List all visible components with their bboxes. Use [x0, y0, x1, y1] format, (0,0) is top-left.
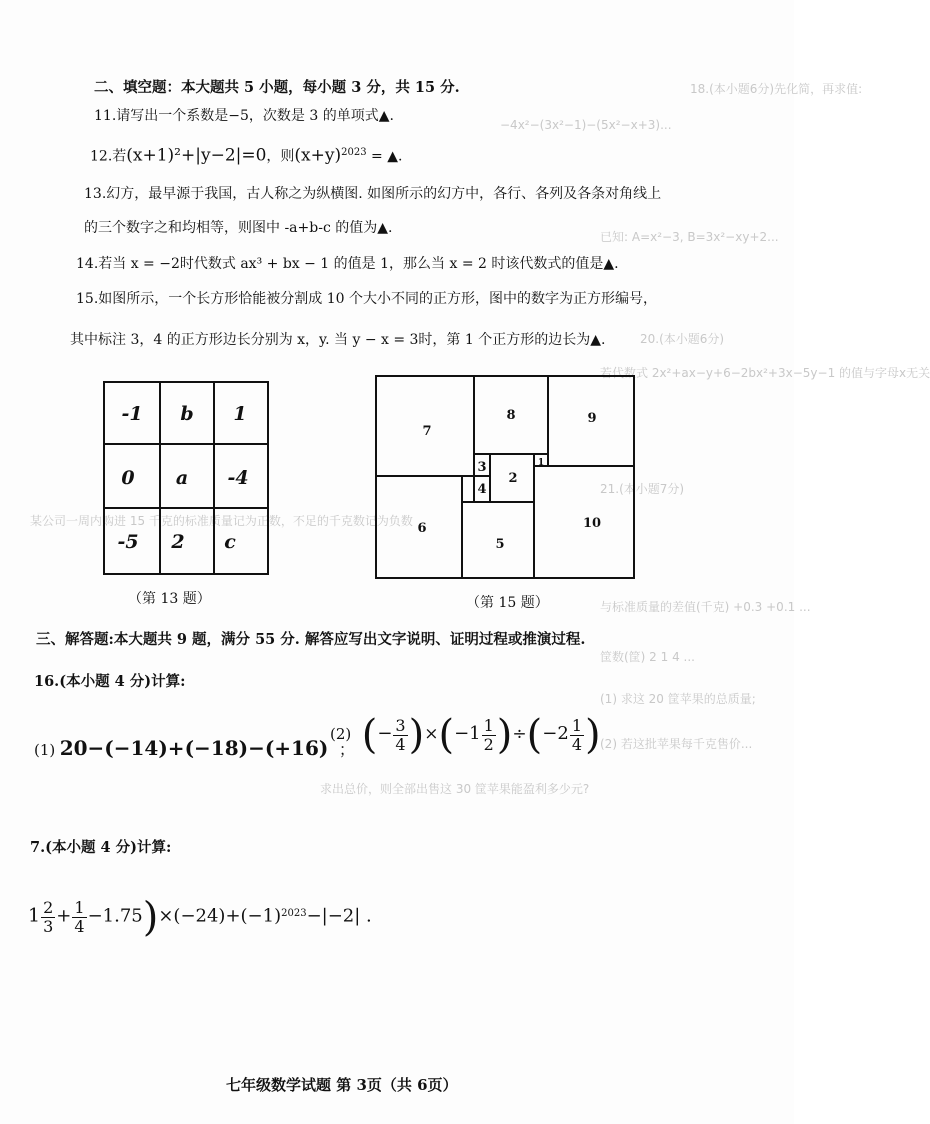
page-footer: 七年级数学试题 第 3页（共 6页）: [226, 1076, 458, 1094]
bleed-through-text: (1) 求这 20 筐苹果的总质量;: [600, 692, 756, 706]
q12-expression: (x+y): [294, 145, 342, 166]
magic-cell: 0: [121, 467, 135, 489]
bleed-through-text: 与标准质量的差值(千克) +0.3 +0.1 ...: [600, 600, 811, 614]
bleed-through-text: 筐数(筐) 2 1 4 ...: [600, 650, 695, 664]
square-label: 9: [587, 411, 597, 426]
square-label: 6: [417, 521, 427, 536]
magic-cell: a: [175, 467, 189, 489]
question-16-title: 16.(本小题 4 分)计算:: [34, 673, 186, 690]
fraction-1-4b: $\frac{1}{4}$: [74, 898, 85, 937]
square-label: 5: [495, 537, 505, 552]
question-13-line1: 13.幻方，最早源于我国，古人称之为纵横图. 如图所示的幻方中，各行、各列及各条对角线上: [84, 186, 662, 202]
section3-heading: 三、解答题:本大题共 9 题，满分 55 分. 解答应写出文字说明、证明过程或推演过程.: [36, 631, 586, 648]
question-15-line1: 15.如图所示，一个长方形恰能被分割成 10 个大小不同的正方形，图中的数字为正方形编号，: [76, 291, 657, 307]
bleed-through-text: 已知: A=x²−3, B=3x²−xy+2...: [600, 230, 779, 244]
fraction-2-3: $\frac{2}{3}$: [43, 898, 54, 937]
square-label: 1: [537, 458, 545, 468]
square-label: 3: [477, 460, 487, 475]
magic-cell: -1: [121, 403, 143, 425]
square-label: 7: [422, 424, 432, 439]
q16-part2-label: (2): [330, 725, 352, 743]
section2-heading: 二、填空题：本大题共 5 小题，每小题 3 分，共 15 分.: [94, 79, 460, 96]
figure13-caption: （第 13 题）: [128, 591, 211, 607]
paren-close: ): [408, 712, 425, 758]
question-11: 11.请写出一个系数是−5，次数是 3 的单项式▲.: [94, 108, 394, 124]
magic-cell: 2: [171, 531, 185, 553]
square-label: 4: [477, 482, 487, 497]
q16-part1-expression: 20−(−14)+(−18)−(+16): [59, 736, 329, 760]
question-17-expression: 1 $\frac{2}{3}$ + $\frac{1}{4}$ $-1.75)\times(-24)+(-1)^{2023}-|-2|$ .: [28, 894, 372, 941]
magic-cell: c: [224, 531, 236, 553]
bleed-through-text: 若代数式 2x²+ax−y+6−2bx²+3x−5y−1 的值与字母x无关: [600, 366, 930, 380]
q12-suffix: = ▲.: [366, 148, 403, 165]
q17-exponent: 2023: [281, 908, 307, 919]
bleed-through-text: 20.(本小题6分): [640, 332, 725, 346]
magic-cell: -5: [117, 531, 139, 553]
q12-mid: ，则: [266, 148, 295, 165]
bleed-through-text: 21.(本小题7分): [600, 482, 685, 496]
square-label: 8: [506, 408, 516, 423]
question-17-title: 7.(本小题 4 分)计算:: [30, 839, 172, 856]
magic-cell: b: [180, 403, 194, 425]
q12-equation: (x+1)²+|y−2|=0: [126, 145, 267, 166]
paren-open: (: [361, 712, 378, 758]
q12-prefix: 12.若: [90, 148, 127, 165]
q12-exponent: 2023: [341, 147, 367, 158]
squares-figure: [372, 372, 638, 582]
question-13-line2: 的三个数字之和均相等，则图中 -a+b-c 的值为▲.: [84, 220, 393, 236]
q16-part1-label: (1): [34, 741, 56, 759]
fraction-3-4: $\frac{3}{4}$: [395, 715, 406, 754]
question-15-line2: 其中标注 3，4 的正方形边长分别为 x，y. 当 y − x = 3时，第 1 个正方形的边长为▲.: [70, 332, 606, 348]
magic-cell: 1: [233, 403, 247, 425]
bleed-through-text: 求出总价，则全部出售这 30 筐苹果能盈利多少元?: [320, 782, 590, 796]
bleed-through-text: −4x²−(3x²−1)−(5x²−x+3)...: [500, 118, 672, 132]
q17-tail: ×(−24)+(−1): [158, 905, 282, 927]
bleed-through-text: 18.(本小题6分)先化简，再求值:: [690, 82, 863, 96]
magic-cell: -4: [227, 467, 249, 489]
square-label: 2: [508, 471, 518, 486]
square-label: 10: [582, 516, 602, 531]
figure15-caption: （第 15 题）: [466, 595, 549, 611]
q16-separator: ；: [338, 740, 355, 759]
q17-end: −|−2| .: [306, 905, 372, 927]
magic-square-figure: [100, 378, 272, 580]
question-16-part1: [34, 728, 355, 768]
question-12: [90, 143, 402, 167]
bleed-through-text: (2) 若这批苹果每千克售价...: [600, 737, 753, 751]
fraction-1-4: $\frac{1}{4}$: [571, 715, 582, 754]
question-16-part2: (2) (− $\frac{3}{4}$ )×(−1 $\frac{1}{2}$ )÷(−2 $\frac{1}{4}$ ): [330, 712, 601, 758]
bleed-through-text: 某公司一周内购进 15 千克的标准质量记为正数，不足的千克数记为负数: [30, 514, 413, 528]
question-14: 14.若当 x = −2时代数式 ax³ + bx − 1 的值是 1，那么当 x = 2 时该代数式的值是▲.: [76, 256, 619, 272]
fraction-1-2: $\frac{1}{2}$: [483, 715, 494, 754]
